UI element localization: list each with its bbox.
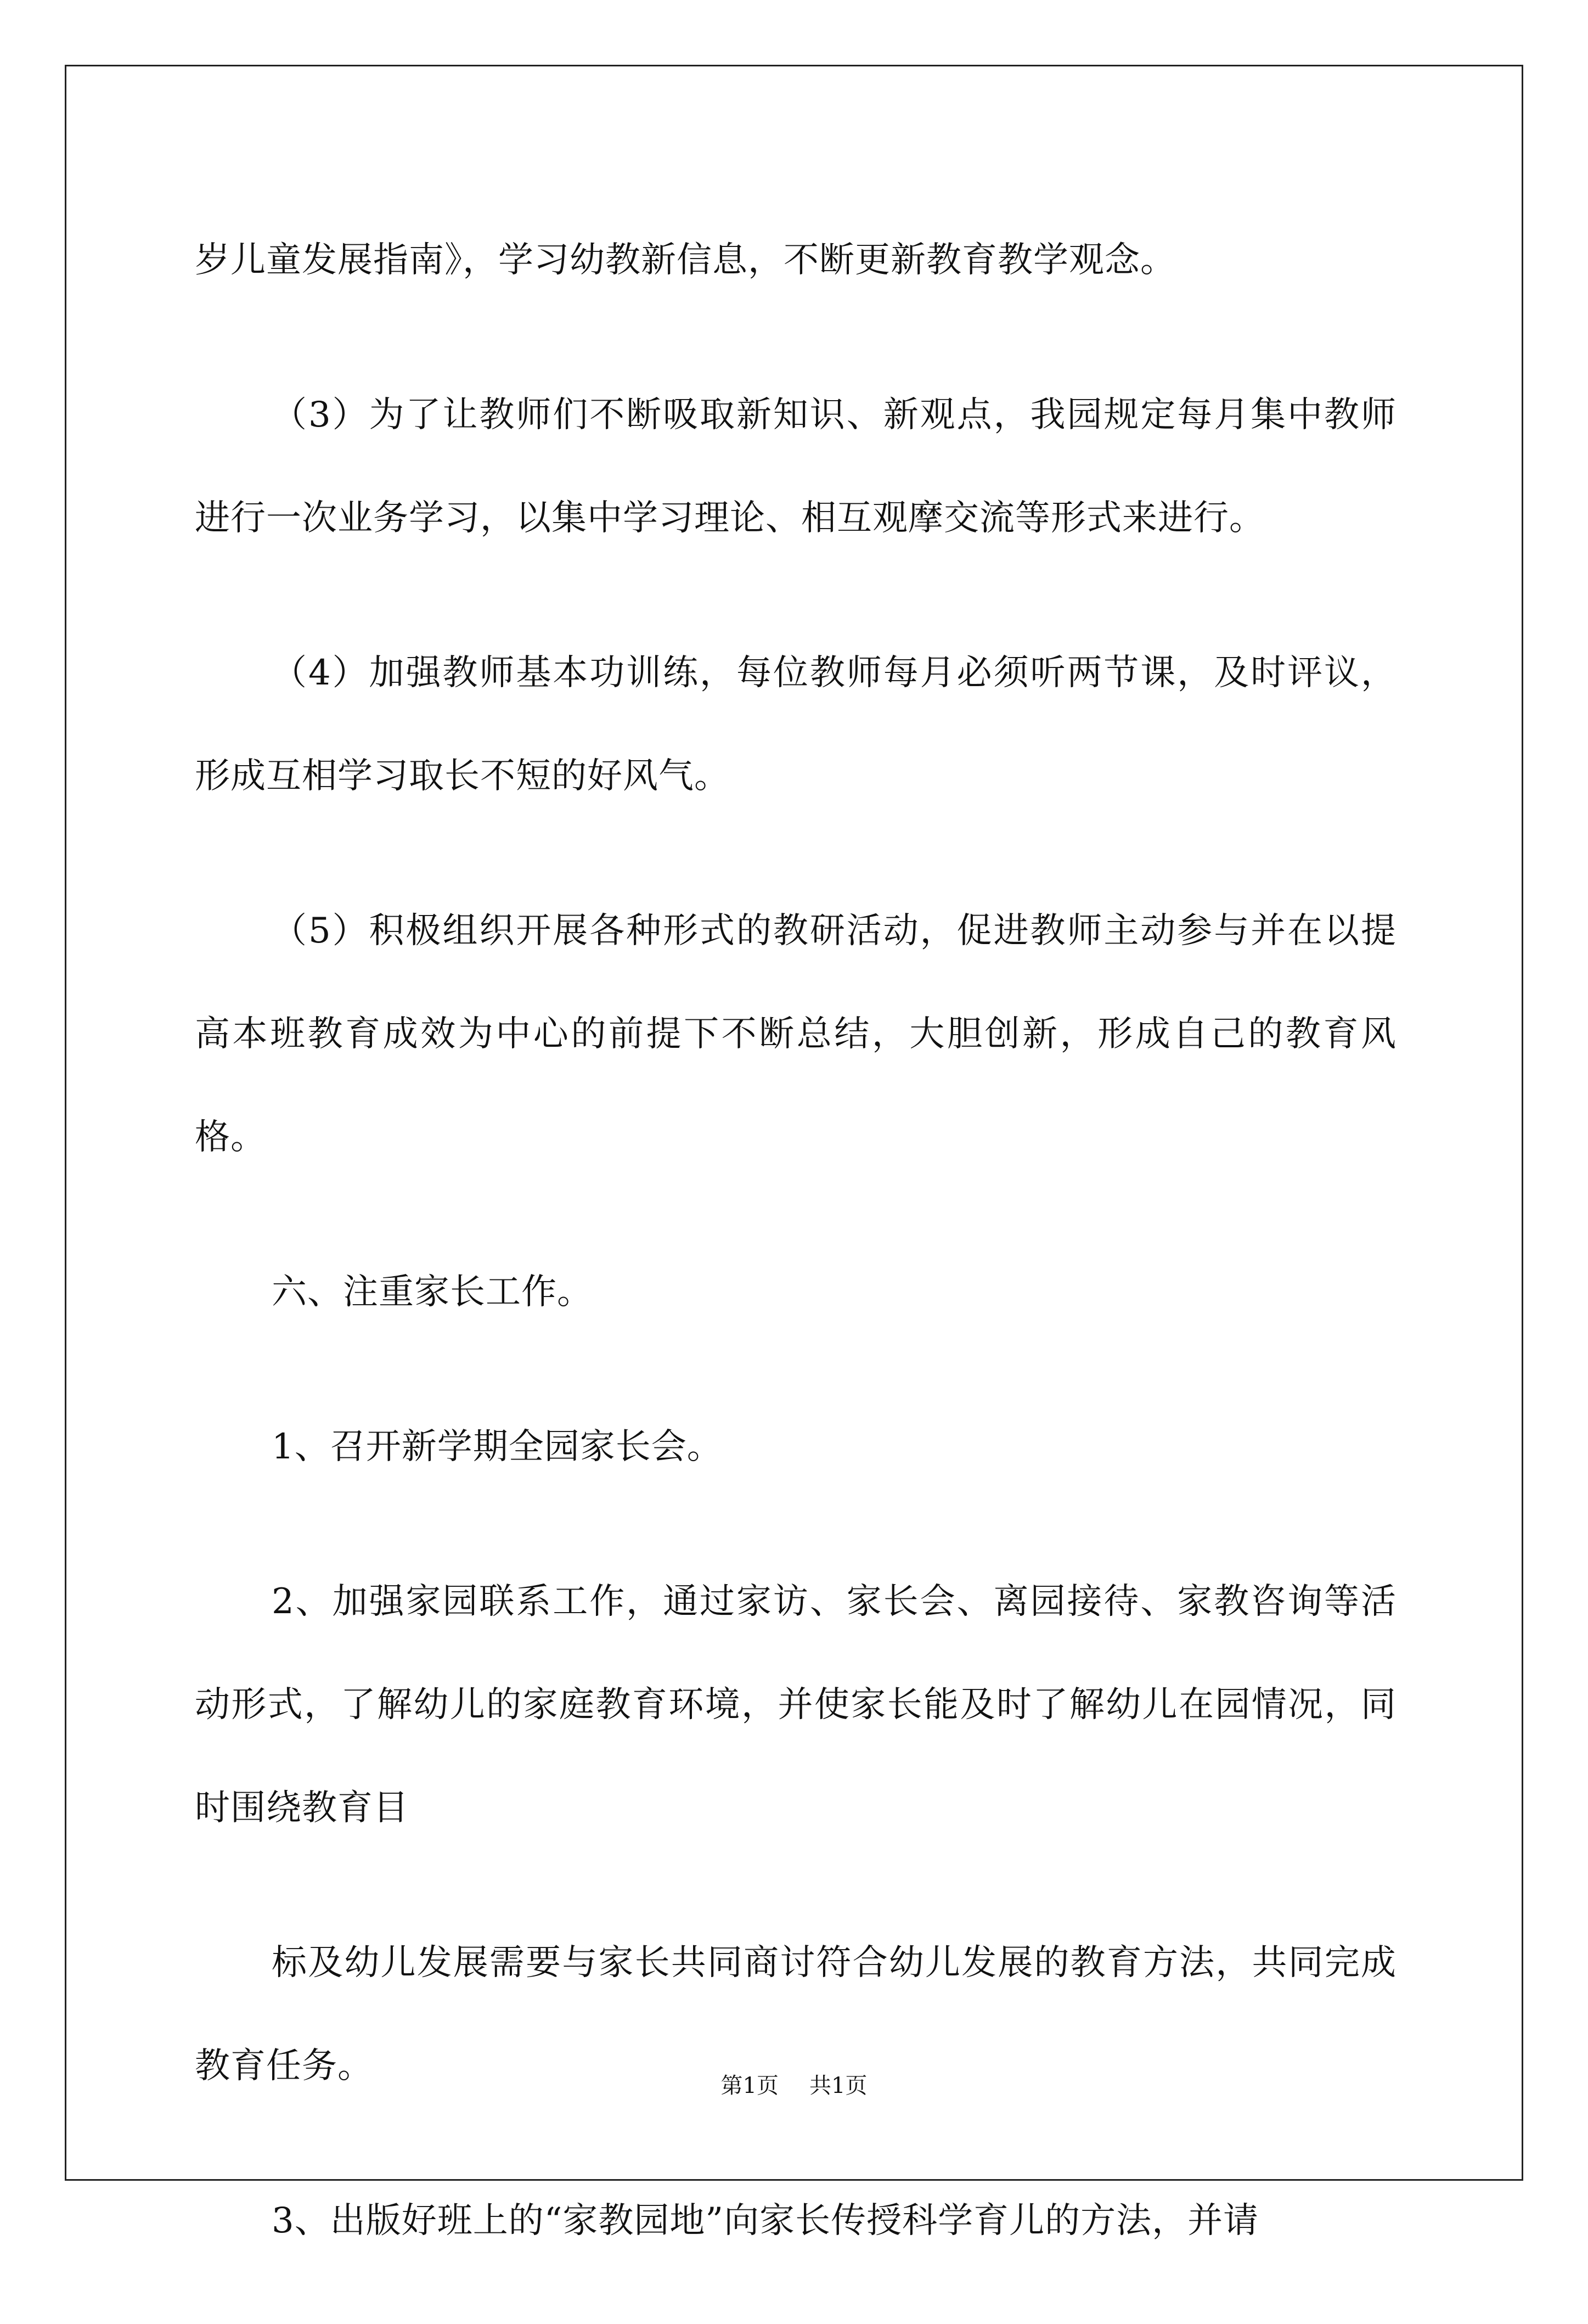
page-number-current: 第1页 (720, 2073, 779, 2098)
page-number-total: 共1页 (809, 2073, 868, 2098)
paragraph-2: （3）为了让教师们不断吸取新知识、新观点，我园规定每月集中教师进行一次业务学习，以集中学习理论、相互观摩交流等形式来进行。 (195, 395, 1396, 538)
paragraph-1: 岁儿童发展指南》，学习幼教新信息，不断更新教育教学观念。 (195, 240, 1176, 280)
paragraph-3: （4）加强教师基本功训练，每位教师每月必须听两节课，及时评议，形成互相学习取长不短的好风气。 (195, 653, 1396, 796)
document-body (195, 209, 1396, 2324)
paragraph-9: 3、出版好班上的“家教园地”向家长传授科学育儿的方法，并请 (272, 2200, 1259, 2241)
paragraph-6: 1、召开新学期全园家长会。 (272, 1427, 723, 1467)
section-heading: 六、注重家长工作。 (272, 1272, 593, 1312)
paragraph-7: 2、加强家园联系工作，通过家访、家长会、离园接待、家教咨询等活动形式，了解幼儿的家庭教育环境，并使家长能及时了解幼儿在园情况，同时围绕教育目 (195, 1581, 1396, 1828)
paragraph-8: 标及幼儿发展需要与家长共同商讨符合幼儿发展的教育方法，共同完成教育任务。 (195, 1943, 1396, 2086)
paragraph-4: （5）积极组织开展各种形式的教研活动，促进教师主动参与并在以提高本班教育成效为中心的前提下不断总结，大胆创新，形成自己的教育风格。 (195, 911, 1396, 1158)
page-footer (0, 2068, 1588, 2100)
